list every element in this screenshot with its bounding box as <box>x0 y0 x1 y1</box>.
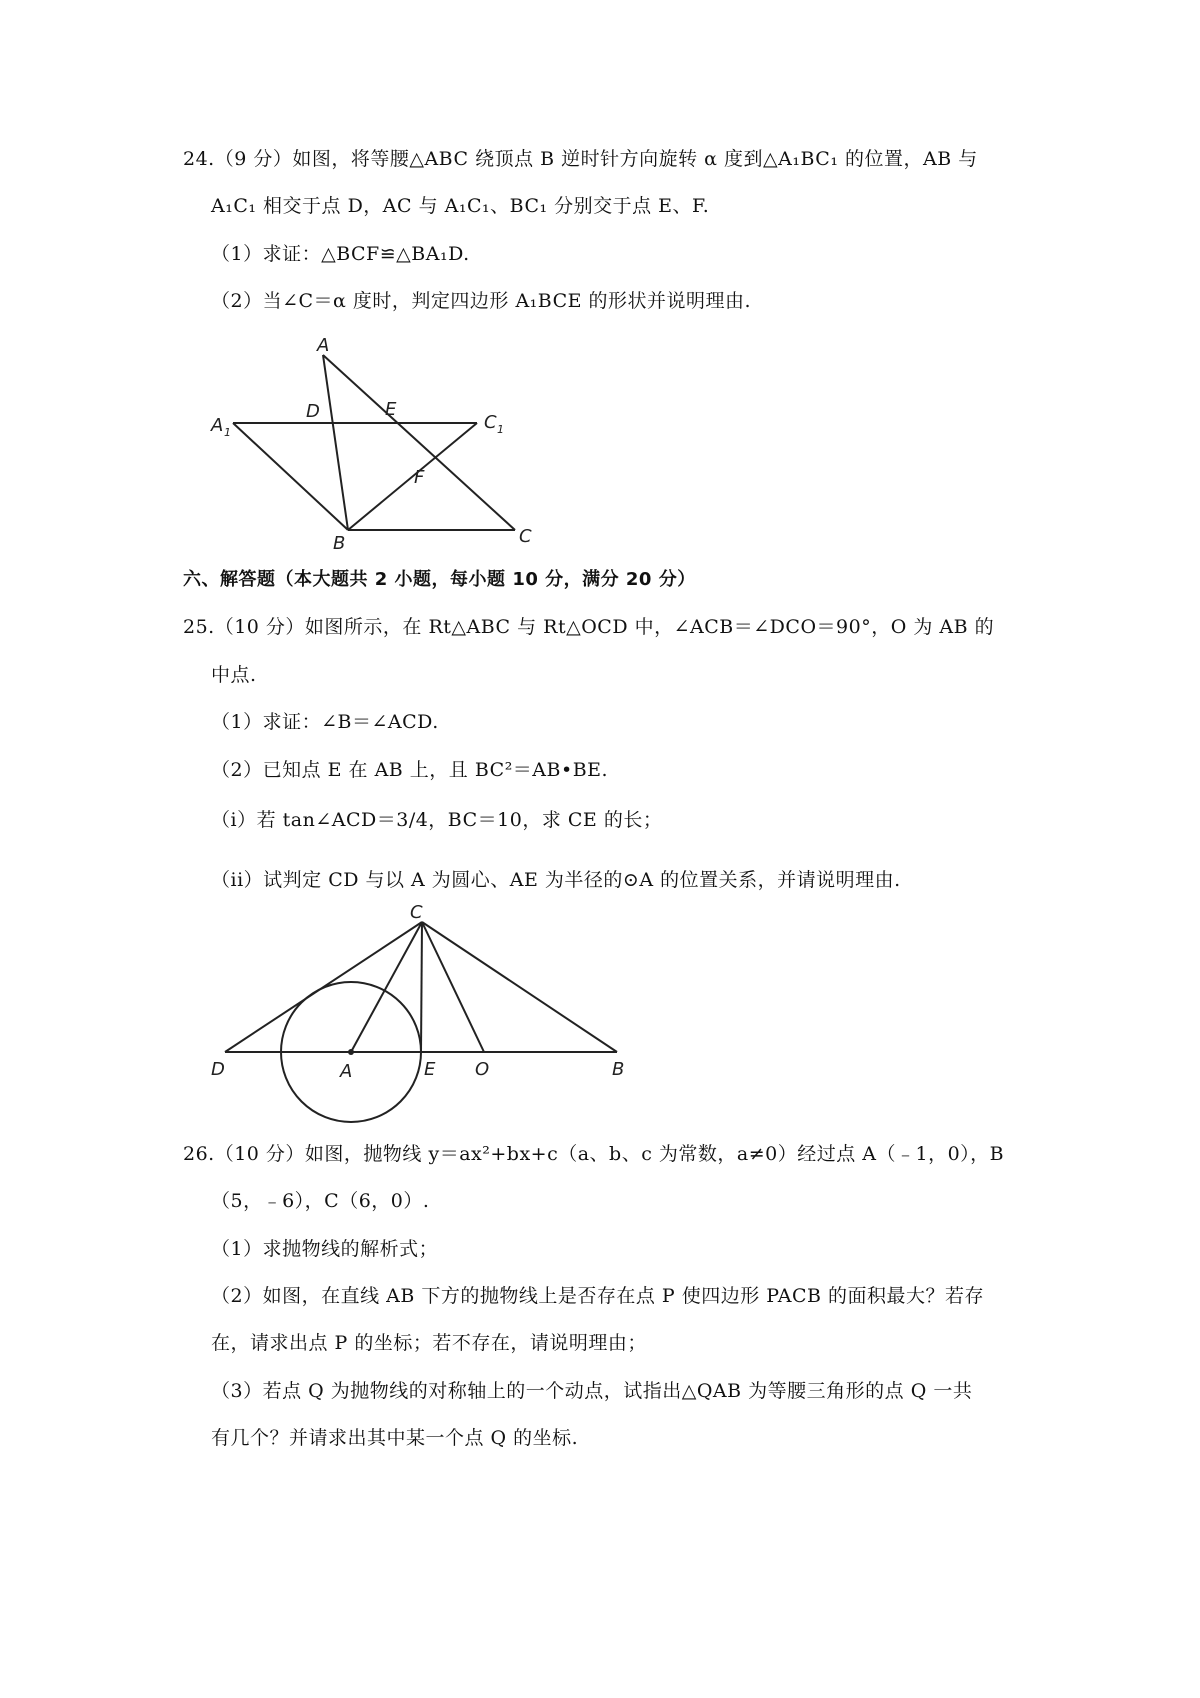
label-A1: A <box>211 415 224 436</box>
q25-part2i: （i）若 tan∠ACD＝3/4，BC＝10，求 CE 的长； <box>211 809 663 831</box>
section-6-heading: 六、解答题（本大题共 2 小题，每小题 10 分，满分 20 分） <box>183 569 696 590</box>
q25-line2: 中点. <box>211 664 257 686</box>
label-D: D <box>306 401 320 422</box>
q25-part2ii: （ii）试判定 CD 与以 A 为圆心、AE 为半径的⊙A 的位置关系，并请说明理由. <box>211 869 901 891</box>
q25-figure <box>205 900 635 1130</box>
label-E: E <box>424 1059 436 1080</box>
q26-part3b: 有几个？并请求出其中某一个点 Q 的坐标. <box>211 1427 579 1449</box>
q24-line2: A₁C₁ 相交于点 D，AC 与 A₁C₁、BC₁ 分别交于点 E、F. <box>211 195 710 217</box>
label-B: B <box>612 1059 625 1080</box>
label-C: C <box>410 902 423 923</box>
label-F: F <box>414 467 425 488</box>
q26-part3a: （3）若点 Q 为抛物线的对称轴上的一个动点，试指出△QAB 为等腰三角形的点 Q 一共 <box>211 1380 973 1402</box>
segment-C-B <box>422 922 617 1052</box>
label-B: B <box>333 533 346 554</box>
segment-C-E <box>421 922 422 1052</box>
q24-part1: （1）求证：△BCF≌△BA₁D. <box>211 243 470 265</box>
q25-line1: 25.（10 分）如图所示，在 Rt△ABC 与 Rt△OCD 中，∠ACB＝∠DCO＝90°，O 为 AB 的 <box>183 616 995 638</box>
label-C1: C <box>484 412 497 433</box>
q25-part1: （1）求证：∠B＝∠ACD. <box>211 711 439 733</box>
label-D: D <box>211 1059 225 1080</box>
segment-D-C <box>225 922 422 1052</box>
segment-A-C <box>323 355 515 530</box>
q26-line2: （5，﹣6），C（6，0）. <box>211 1190 430 1212</box>
q25-part2: （2）已知点 E 在 AB 上，且 BC²＝AB•BE. <box>211 759 609 781</box>
center-point-A <box>348 1049 354 1055</box>
q24-figure <box>195 335 555 555</box>
q26-part2b: 在，请求出点 P 的坐标；若不存在，请说明理由； <box>211 1332 647 1354</box>
q26-part2a: （2）如图，在直线 AB 下方的抛物线上是否存在点 P 使四边形 PACB 的面积最大？若存 <box>211 1285 985 1307</box>
label-C1-sub: 1 <box>497 423 504 436</box>
segment-C-A <box>351 922 422 1052</box>
q26-line1: 26.（10 分）如图，抛物线 y＝ax²+bx+c（a、b、c 为常数，a≠0）经过点 A（﹣1，0），B <box>183 1143 1005 1165</box>
label-E: E <box>385 399 397 420</box>
segment-A1-B <box>233 423 348 530</box>
q26-part1: （1）求抛物线的解析式； <box>211 1238 439 1260</box>
label-A1-sub: 1 <box>224 426 231 439</box>
q24-part2: （2）当∠C＝α 度时，判定四边形 A₁BCE 的形状并说明理由. <box>211 290 752 312</box>
label-C: C <box>519 526 532 547</box>
label-A: A <box>317 335 330 356</box>
label-O: O <box>475 1059 490 1080</box>
segment-A-B <box>323 355 348 530</box>
q24-line1: 24.（9 分）如图，将等腰△ABC 绕顶点 B 逆时针方向旋转 α 度到△A₁BC₁ 的位置，AB 与 <box>183 148 978 170</box>
label-A: A <box>340 1061 353 1082</box>
